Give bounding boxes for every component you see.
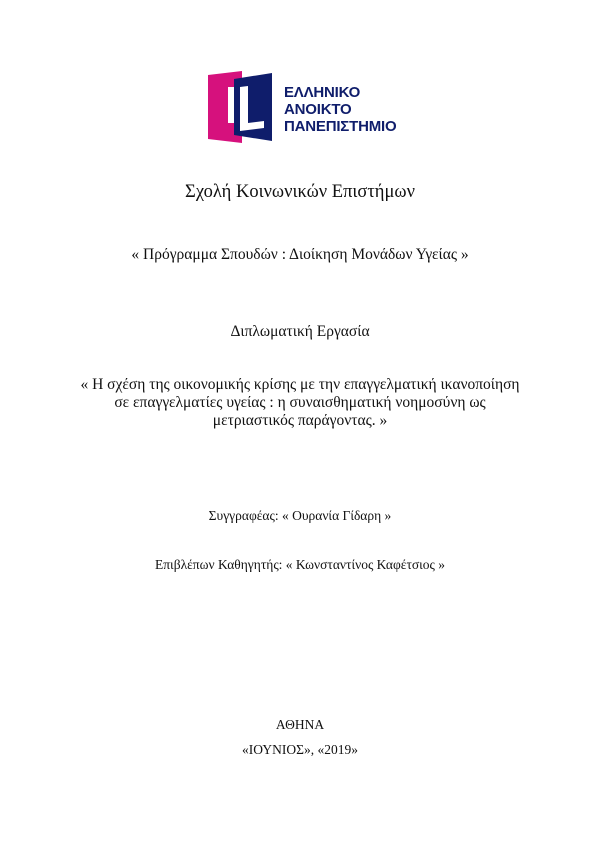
logo-line-2: ΑΝΟΙΚΤΟ — [284, 101, 352, 118]
author: Συγγραφέας: « Ουρανία Γίδαρη » — [208, 508, 392, 523]
program-name: « Πρόγραμμα Σπουδών : Διοίκηση Μονάδων Υγείας » — [131, 246, 469, 263]
thesis-title-line-3: μετριαστικός παράγοντας. » — [212, 412, 388, 429]
city: ΑΘΗΝΑ — [275, 717, 325, 732]
logo-line-3: ΠΑΝΕΠΙΣΤΗΜΙΟ — [284, 118, 397, 135]
school-name: Σχολή Κοινωνικών Επιστήμων — [185, 182, 415, 202]
supervisor: Επιβλέπων Καθηγητής: « Κωνσταντίνος Καφέτσιος » — [155, 557, 445, 572]
logo-wordmark — [284, 84, 396, 135]
university-emblem-icon — [208, 71, 280, 143]
thesis-title — [60, 376, 540, 430]
thesis-type: Διπλωματική Εργασία — [230, 323, 370, 340]
thesis-title-line-1: « Η σχέση της οικονομικής κρίσης με την επαγγελματική ικανοποίηση — [80, 376, 520, 393]
logo-line-1: ΕΛΛΗΝΙΚΟ — [284, 84, 361, 101]
date: «ΙΟΥΝΙΟΣ», «2019» — [242, 742, 358, 757]
thesis-title-line-2: σε επαγγελματίες υγείας : η συναισθηματική νοημοσύνη ως — [114, 394, 486, 411]
university-logo — [208, 71, 408, 143]
emblem-navy-shape — [234, 73, 272, 141]
